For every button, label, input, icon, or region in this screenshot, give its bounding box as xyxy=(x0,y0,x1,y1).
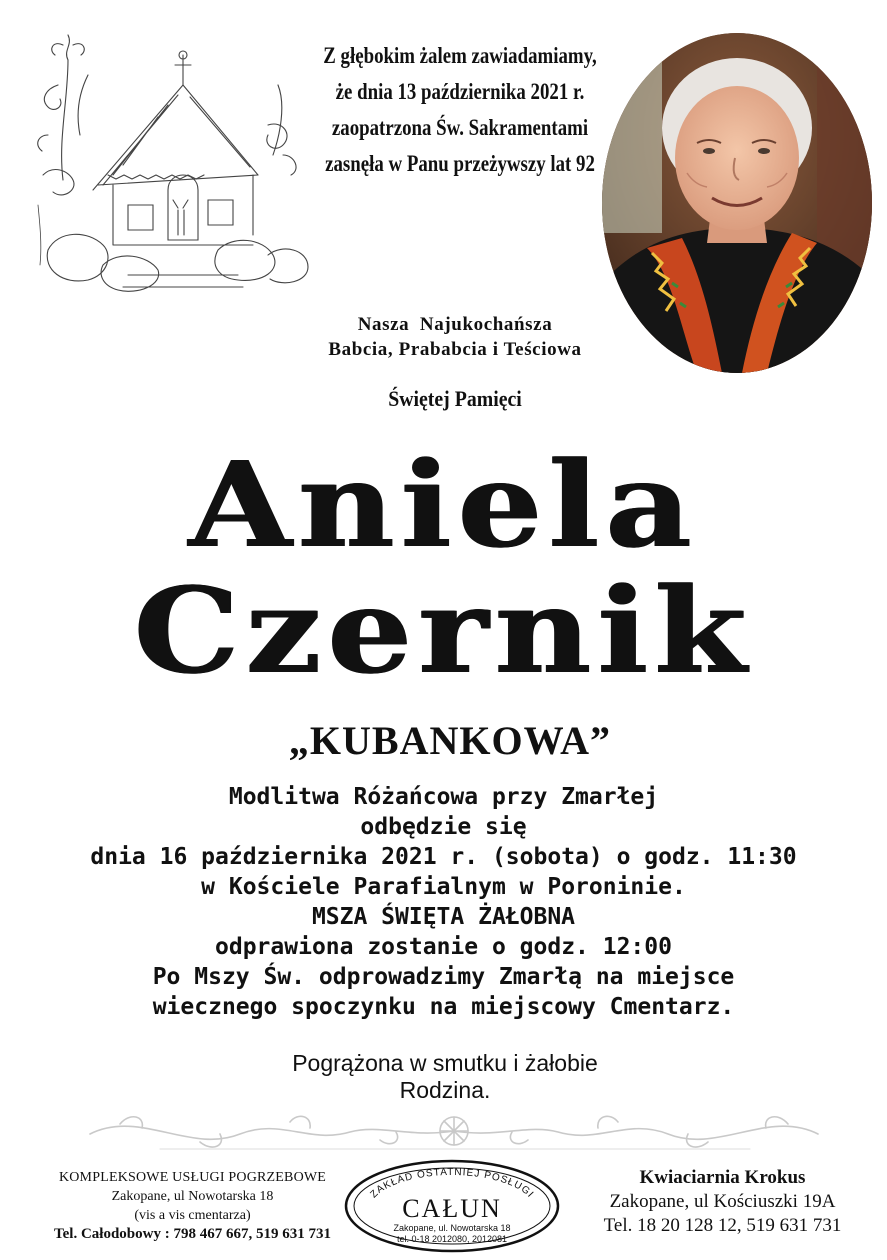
details-line: MSZA ŚWIĘTA ŻAŁOBNA xyxy=(311,904,576,930)
family-line: Nasza Najukochańsza xyxy=(357,314,553,335)
memory-heading: Świętej Pamięci xyxy=(388,386,522,411)
details-line: odprawiona zostanie o godz. 12:00 xyxy=(215,934,672,960)
details-line: w Kościele Parafialnym w Poroninie. xyxy=(201,874,686,900)
logo-phone: tel. 0-18 2012080, 2012081 xyxy=(396,1234,508,1244)
details-line: Po Mszy Św. odprowadzimy Zmarłą na miejsce xyxy=(152,964,735,990)
family-relation xyxy=(240,312,670,362)
intro-line: zaopatrzona Św. Sakramentami xyxy=(331,115,589,140)
deceased-last-name: Czernik xyxy=(134,561,753,700)
calun-logo xyxy=(342,1157,562,1255)
intro-line: zasnęła w Panu przeżywszy lat 92 xyxy=(325,151,595,176)
company-name: KOMPLEKSOWE USŁUGI POGRZEBOWE xyxy=(58,1170,327,1185)
florist-address: Zakopane, ul Kościuszki 19A xyxy=(609,1191,836,1212)
funeral-service-info xyxy=(10,1168,375,1244)
florist-name: Kwiaciarnia Krokus xyxy=(639,1167,806,1188)
company-address: Zakopane, ul Nowotarska 18 xyxy=(111,1189,274,1204)
florist-info xyxy=(570,1166,875,1238)
intro-line: Z głębokim żalem zawiadamiamy, xyxy=(323,43,597,68)
logo-top-text: ZAKŁAD OSTATNIEJ POSŁUGI xyxy=(368,1166,536,1201)
floral-ornament-icon xyxy=(80,1104,828,1158)
details-line: wiecznego spoczynku na miejscowy Cmentarz. xyxy=(152,994,735,1020)
family-line: Babcia, Prababcia i Teściowa xyxy=(328,339,582,360)
deceased-nickname: „KUBANKOWA” xyxy=(288,718,612,763)
company-note: (vis a vis cmentarza) xyxy=(134,1208,251,1223)
intro-line: że dnia 13 października 2021 r. xyxy=(335,79,585,104)
details-line: dnia 16 października 2021 r. (sobota) o godz. 11:30 xyxy=(90,844,797,870)
closing-line: Rodzina. xyxy=(399,1077,491,1103)
closing-signature xyxy=(240,1050,650,1104)
chapel-sketch-icon xyxy=(28,25,318,305)
logo-address: Zakopane, ul. Nowotarska 18 xyxy=(393,1223,511,1233)
ceremony-details xyxy=(40,782,847,1022)
logo-brand: CAŁUN xyxy=(402,1194,502,1223)
florist-phone: Tel. 18 20 128 12, 519 631 731 xyxy=(603,1215,842,1236)
details-line: odbędzie się xyxy=(360,814,527,840)
company-phone: Tel. Całodobowy : 798 467 667, 519 631 731 xyxy=(54,1226,331,1242)
closing-line: Pogrążona w smutku i żałobie xyxy=(292,1050,598,1076)
deceased-first-name: Aniela xyxy=(188,435,699,574)
announcement-intro xyxy=(321,38,600,182)
details-line: Modlitwa Różańcowa przy Zmarłej xyxy=(228,784,659,810)
